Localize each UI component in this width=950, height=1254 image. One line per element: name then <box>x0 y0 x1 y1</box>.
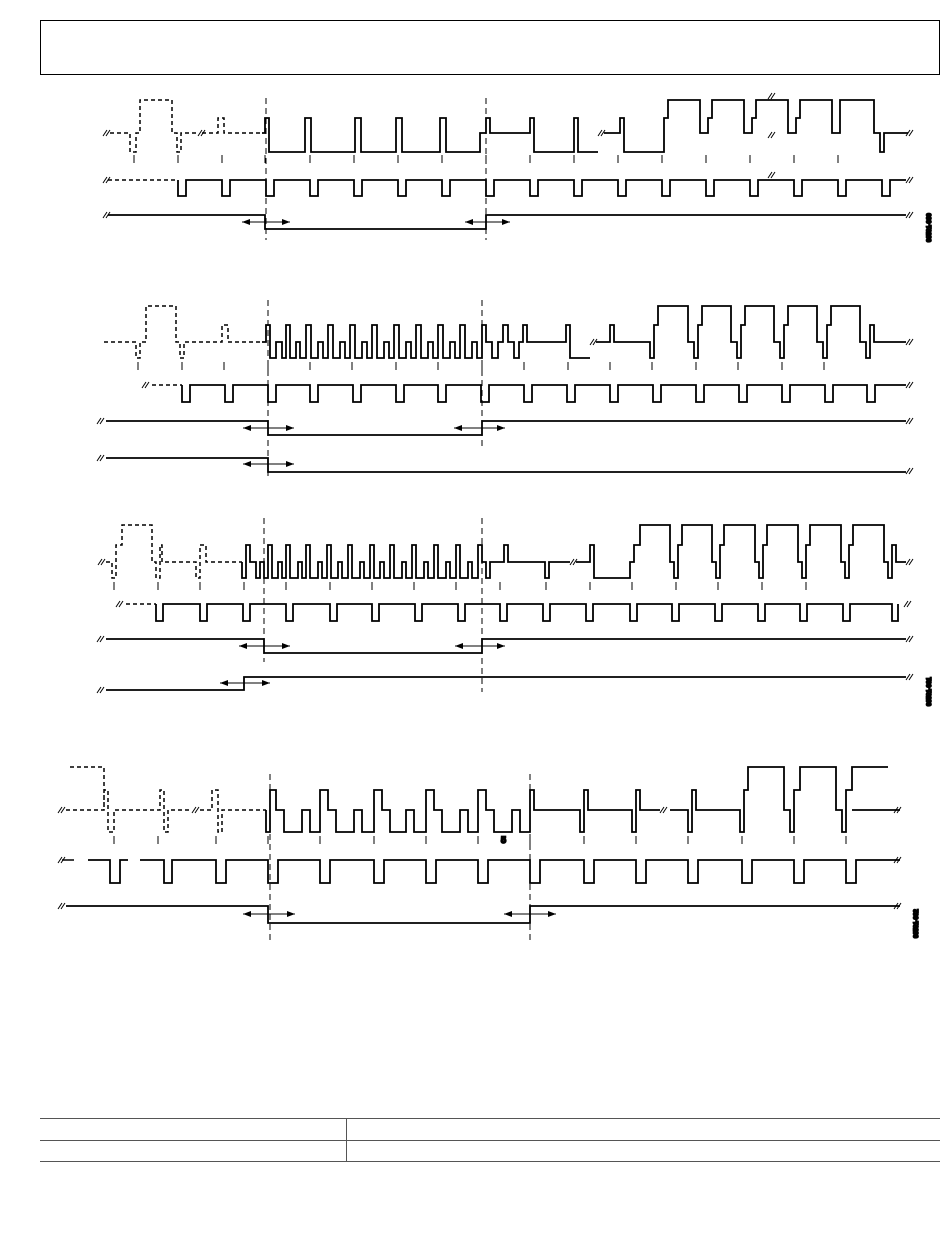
data-waveform <box>156 604 898 621</box>
timing-diagram-3 <box>97 518 933 706</box>
timing-arrows <box>243 428 505 464</box>
timing-diagram-1 <box>103 93 933 242</box>
clk-waveform-dashed <box>106 525 242 578</box>
clk-waveform-dashed <box>110 100 262 152</box>
figure-id-1: 08581-060 <box>927 213 933 242</box>
data-waveform <box>88 860 900 883</box>
select-waveform <box>106 458 906 472</box>
timing-diagram-2 <box>97 300 913 476</box>
bottom-table <box>40 1118 940 1162</box>
clk-waveform <box>242 525 906 578</box>
break-symbols <box>58 807 901 909</box>
strobe-waveform <box>66 906 900 923</box>
break-symbols <box>97 559 913 693</box>
timing-diagram-4 <box>58 767 920 940</box>
arrowheads <box>220 643 505 686</box>
reference-lines <box>268 300 482 476</box>
break-symbols <box>97 339 913 474</box>
clk-waveform <box>266 767 888 832</box>
tick-marks <box>114 582 806 590</box>
table-row-divider <box>40 1140 940 1141</box>
figure-id-3: 08581-061 <box>927 677 933 706</box>
tick-marks <box>114 836 846 844</box>
arrowheads <box>243 425 505 467</box>
clk-waveform <box>262 306 906 358</box>
clk-waveform-dashed <box>104 306 262 358</box>
data-waveform <box>178 180 906 196</box>
clk-waveform-dashed <box>66 767 266 832</box>
table-column-divider <box>346 1119 347 1161</box>
break-symbols <box>103 93 913 218</box>
arrowheads <box>242 219 510 225</box>
reference-lines <box>270 774 530 940</box>
sub-label-5: 5 <box>501 835 507 845</box>
clk-waveform <box>262 100 908 152</box>
strobe-waveform <box>106 421 906 435</box>
tick-marks <box>138 362 824 370</box>
data-waveform <box>182 385 906 402</box>
strobe-waveform <box>106 639 906 653</box>
figure-id-4: 08581-062 <box>914 909 920 938</box>
arrowheads <box>243 911 556 917</box>
reference-lines <box>266 98 486 240</box>
